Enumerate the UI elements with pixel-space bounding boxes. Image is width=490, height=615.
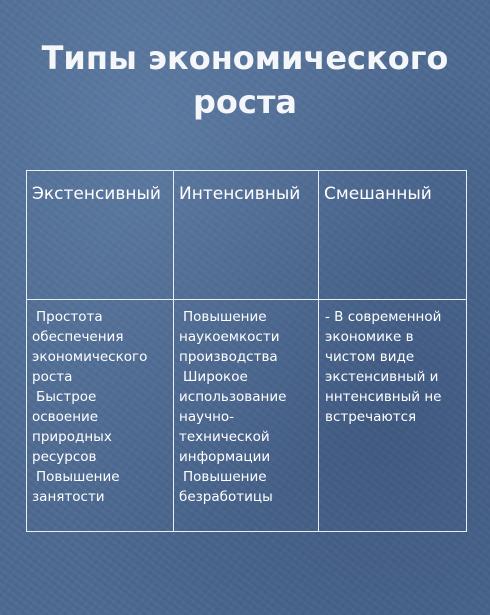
extensive-features: [32, 307, 168, 507]
list-item: производства: [179, 349, 278, 365]
list-item: занятости: [32, 489, 105, 505]
list-item: ресурсов: [32, 449, 97, 465]
list-item: экономике в: [325, 329, 414, 345]
list-item: чистом виде: [325, 349, 415, 365]
list-item: ннтенсивный не: [325, 389, 442, 405]
list-item: Повышение: [183, 469, 267, 485]
list-item: экономического: [32, 349, 148, 365]
list-item: Простота: [36, 309, 103, 325]
table-column-divider: [173, 171, 174, 531]
list-item: использование: [179, 389, 287, 405]
slide-title: [0, 36, 490, 124]
list-item: информации: [179, 449, 271, 465]
list-item: - В современной: [325, 309, 442, 325]
list-item: освоение: [32, 409, 99, 425]
list-item: наукоемкости: [179, 329, 280, 345]
growth-types-table: [26, 170, 467, 532]
list-item: Быстрое: [36, 389, 97, 405]
mixed-features: [325, 307, 465, 427]
slide-title-line-2: роста: [193, 83, 297, 121]
list-item: безработицы: [179, 489, 273, 505]
header-extensive: Экстенсивный: [32, 184, 161, 204]
header-mixed: Смешанный: [324, 184, 432, 204]
list-item: технической: [179, 429, 270, 445]
slide-title-line-1: Типы экономического: [41, 39, 449, 77]
header-intensive: Интенсивный: [179, 184, 301, 204]
list-item: встречаются: [325, 409, 417, 425]
list-item: обеспечения: [32, 329, 124, 345]
list-item: Повышение: [183, 309, 267, 325]
list-item: Широкое: [183, 369, 248, 385]
list-item: научно-: [179, 409, 235, 425]
list-item: Повышение: [36, 469, 120, 485]
list-item: экстенсивный и: [325, 369, 439, 385]
intensive-features: [179, 307, 319, 507]
list-item: роста: [32, 369, 73, 385]
list-item: природных: [32, 429, 112, 445]
table-row-divider: [27, 299, 466, 300]
